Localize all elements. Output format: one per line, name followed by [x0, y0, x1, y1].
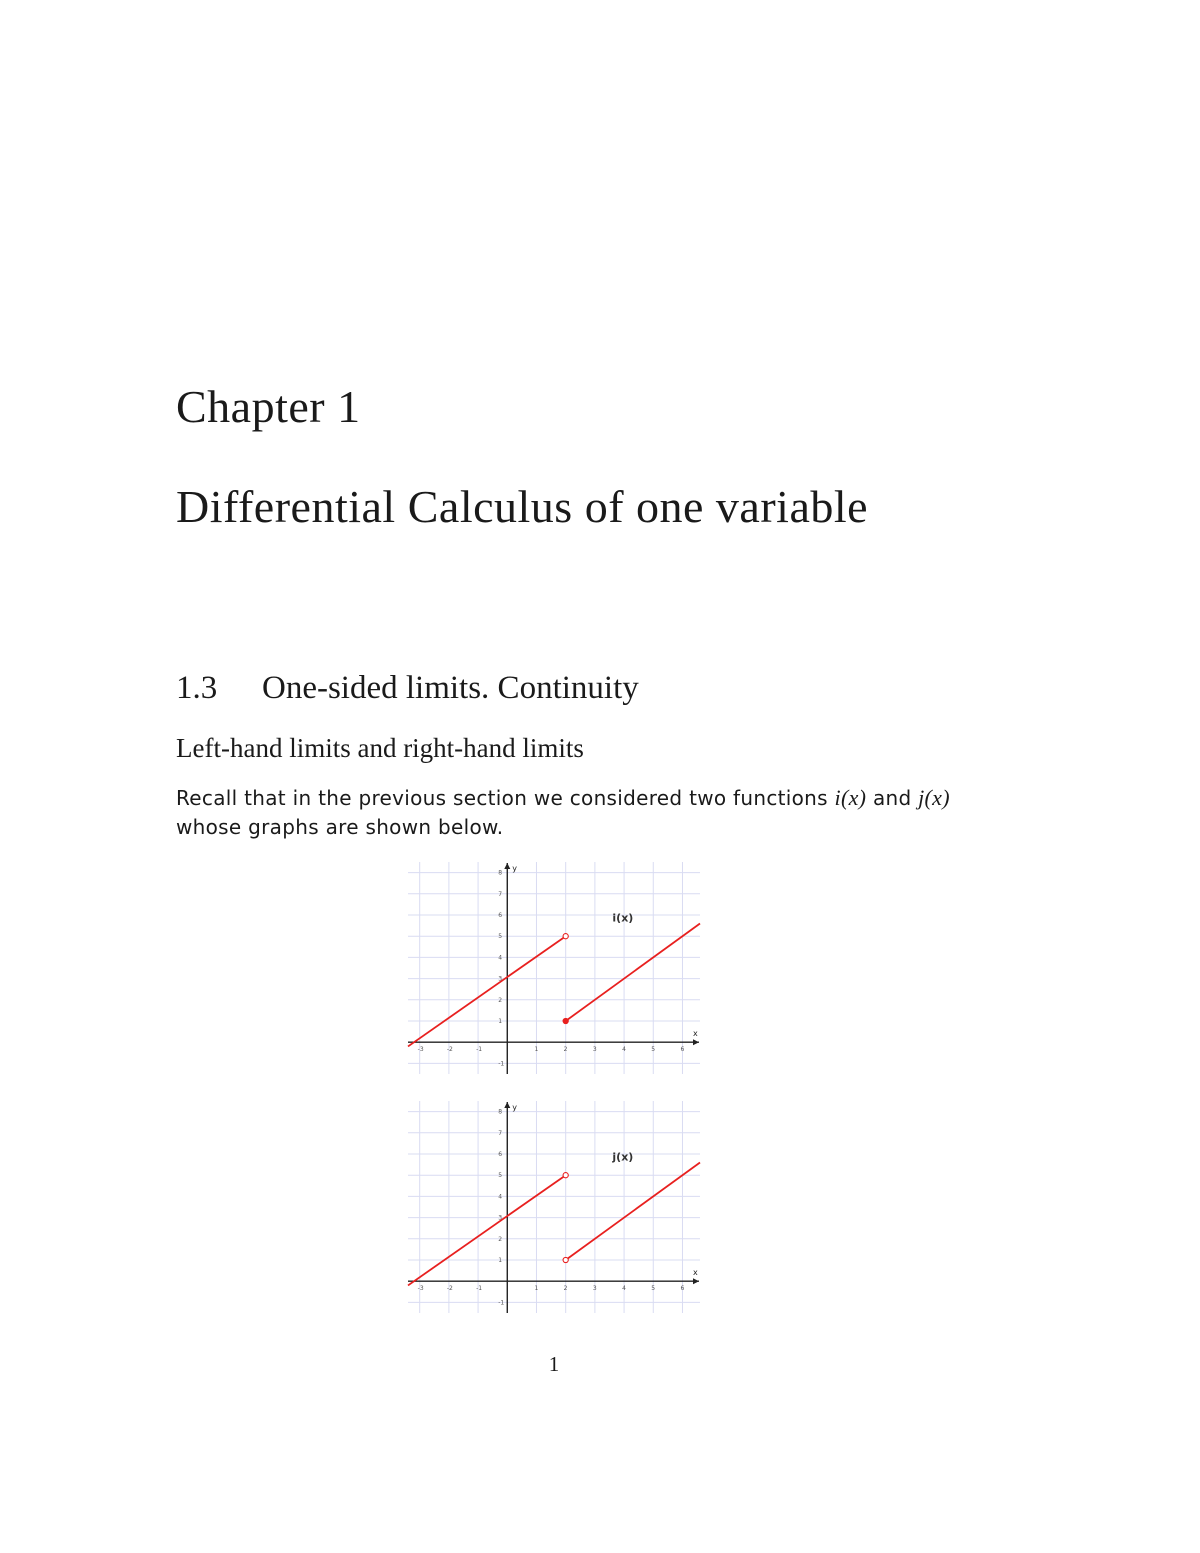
function-i-label: i(x): [834, 785, 867, 810]
chart-title-label: i(x): [612, 911, 634, 925]
paragraph-text: Recall that in the previous section we considered two functions: [176, 786, 835, 810]
x-tick-label: -3: [417, 1046, 424, 1054]
y-axis-arrow: [504, 1102, 510, 1108]
y-tick-label: 5: [498, 1172, 503, 1180]
y-tick-label: 5: [498, 933, 503, 941]
x-axis-label: x: [693, 1029, 698, 1039]
page-number: 1: [548, 1352, 560, 1376]
chapter-title: Differential Calculus of one variable: [176, 481, 869, 532]
y-tick-label: 7: [498, 1129, 503, 1137]
section-number: 1.3: [176, 670, 218, 706]
endpoint-marker: [563, 934, 568, 939]
x-axis-arrow: [693, 1039, 699, 1045]
section-heading: [176, 670, 639, 707]
endpoint-marker: [563, 1257, 568, 1262]
x-tick-label: 1: [534, 1046, 539, 1054]
y-tick-label: 1: [498, 1257, 503, 1264]
graph-j-chart: [404, 1097, 704, 1317]
x-axis-label: x: [693, 1268, 698, 1278]
y-tick-label: 4: [498, 954, 503, 962]
x-tick-label: -2: [446, 1285, 453, 1293]
endpoint-marker: [563, 1173, 568, 1178]
x-tick-label: -1: [476, 1046, 483, 1054]
y-tick-label: 3: [498, 975, 503, 983]
y-tick-label: 3: [498, 1214, 503, 1222]
x-tick-label: -1: [476, 1285, 483, 1293]
x-tick-label: 3: [592, 1046, 597, 1054]
function-j-label: j(x): [918, 785, 950, 810]
x-tick-label: -3: [417, 1285, 424, 1293]
y-tick-label: 6: [498, 1151, 503, 1158]
y-tick-label: 8: [498, 1108, 503, 1116]
subsection-heading: Left-hand limits and right-hand limits: [176, 733, 584, 763]
x-tick-label: 4: [622, 1046, 626, 1054]
paragraph-text: whose graphs are shown below.: [176, 815, 504, 839]
y-axis-arrow: [504, 863, 510, 869]
y-tick-label: -1: [498, 1299, 505, 1307]
y-tick-label: 8: [498, 869, 503, 877]
x-tick-label: 6: [680, 1285, 685, 1293]
y-axis-label: y: [512, 1103, 518, 1112]
x-tick-label: 3: [592, 1285, 597, 1293]
intro-paragraph: [176, 783, 976, 842]
y-tick-label: -1: [498, 1060, 505, 1068]
x-tick-label: 5: [651, 1046, 656, 1054]
y-tick-label: 2: [498, 996, 503, 1004]
x-tick-label: 2: [563, 1046, 568, 1054]
y-tick-label: 2: [498, 1235, 503, 1243]
y-tick-label: 4: [498, 1193, 503, 1201]
graph-i-chart: [404, 858, 704, 1078]
chapter-label: Chapter 1: [176, 381, 361, 432]
section-title: One-sided limits. Continuity: [262, 670, 639, 706]
series-line: [408, 936, 566, 1046]
y-tick-label: 7: [498, 890, 503, 898]
x-axis-arrow: [693, 1278, 699, 1284]
x-tick-label: -2: [446, 1046, 453, 1054]
y-axis-label: y: [512, 864, 518, 873]
paragraph-text: and: [866, 786, 919, 810]
x-tick-label: 5: [651, 1285, 656, 1293]
x-tick-label: 2: [563, 1285, 568, 1293]
series-line: [408, 1175, 566, 1285]
series-line: [566, 923, 700, 1021]
x-tick-label: 1: [534, 1285, 539, 1293]
x-tick-label: 4: [622, 1285, 626, 1293]
chart-title-label: j(x): [612, 1150, 634, 1164]
series-line: [566, 1162, 700, 1260]
endpoint-marker: [563, 1018, 568, 1023]
x-tick-label: 6: [680, 1046, 685, 1054]
y-tick-label: 1: [498, 1018, 503, 1025]
y-tick-label: 6: [498, 912, 503, 919]
